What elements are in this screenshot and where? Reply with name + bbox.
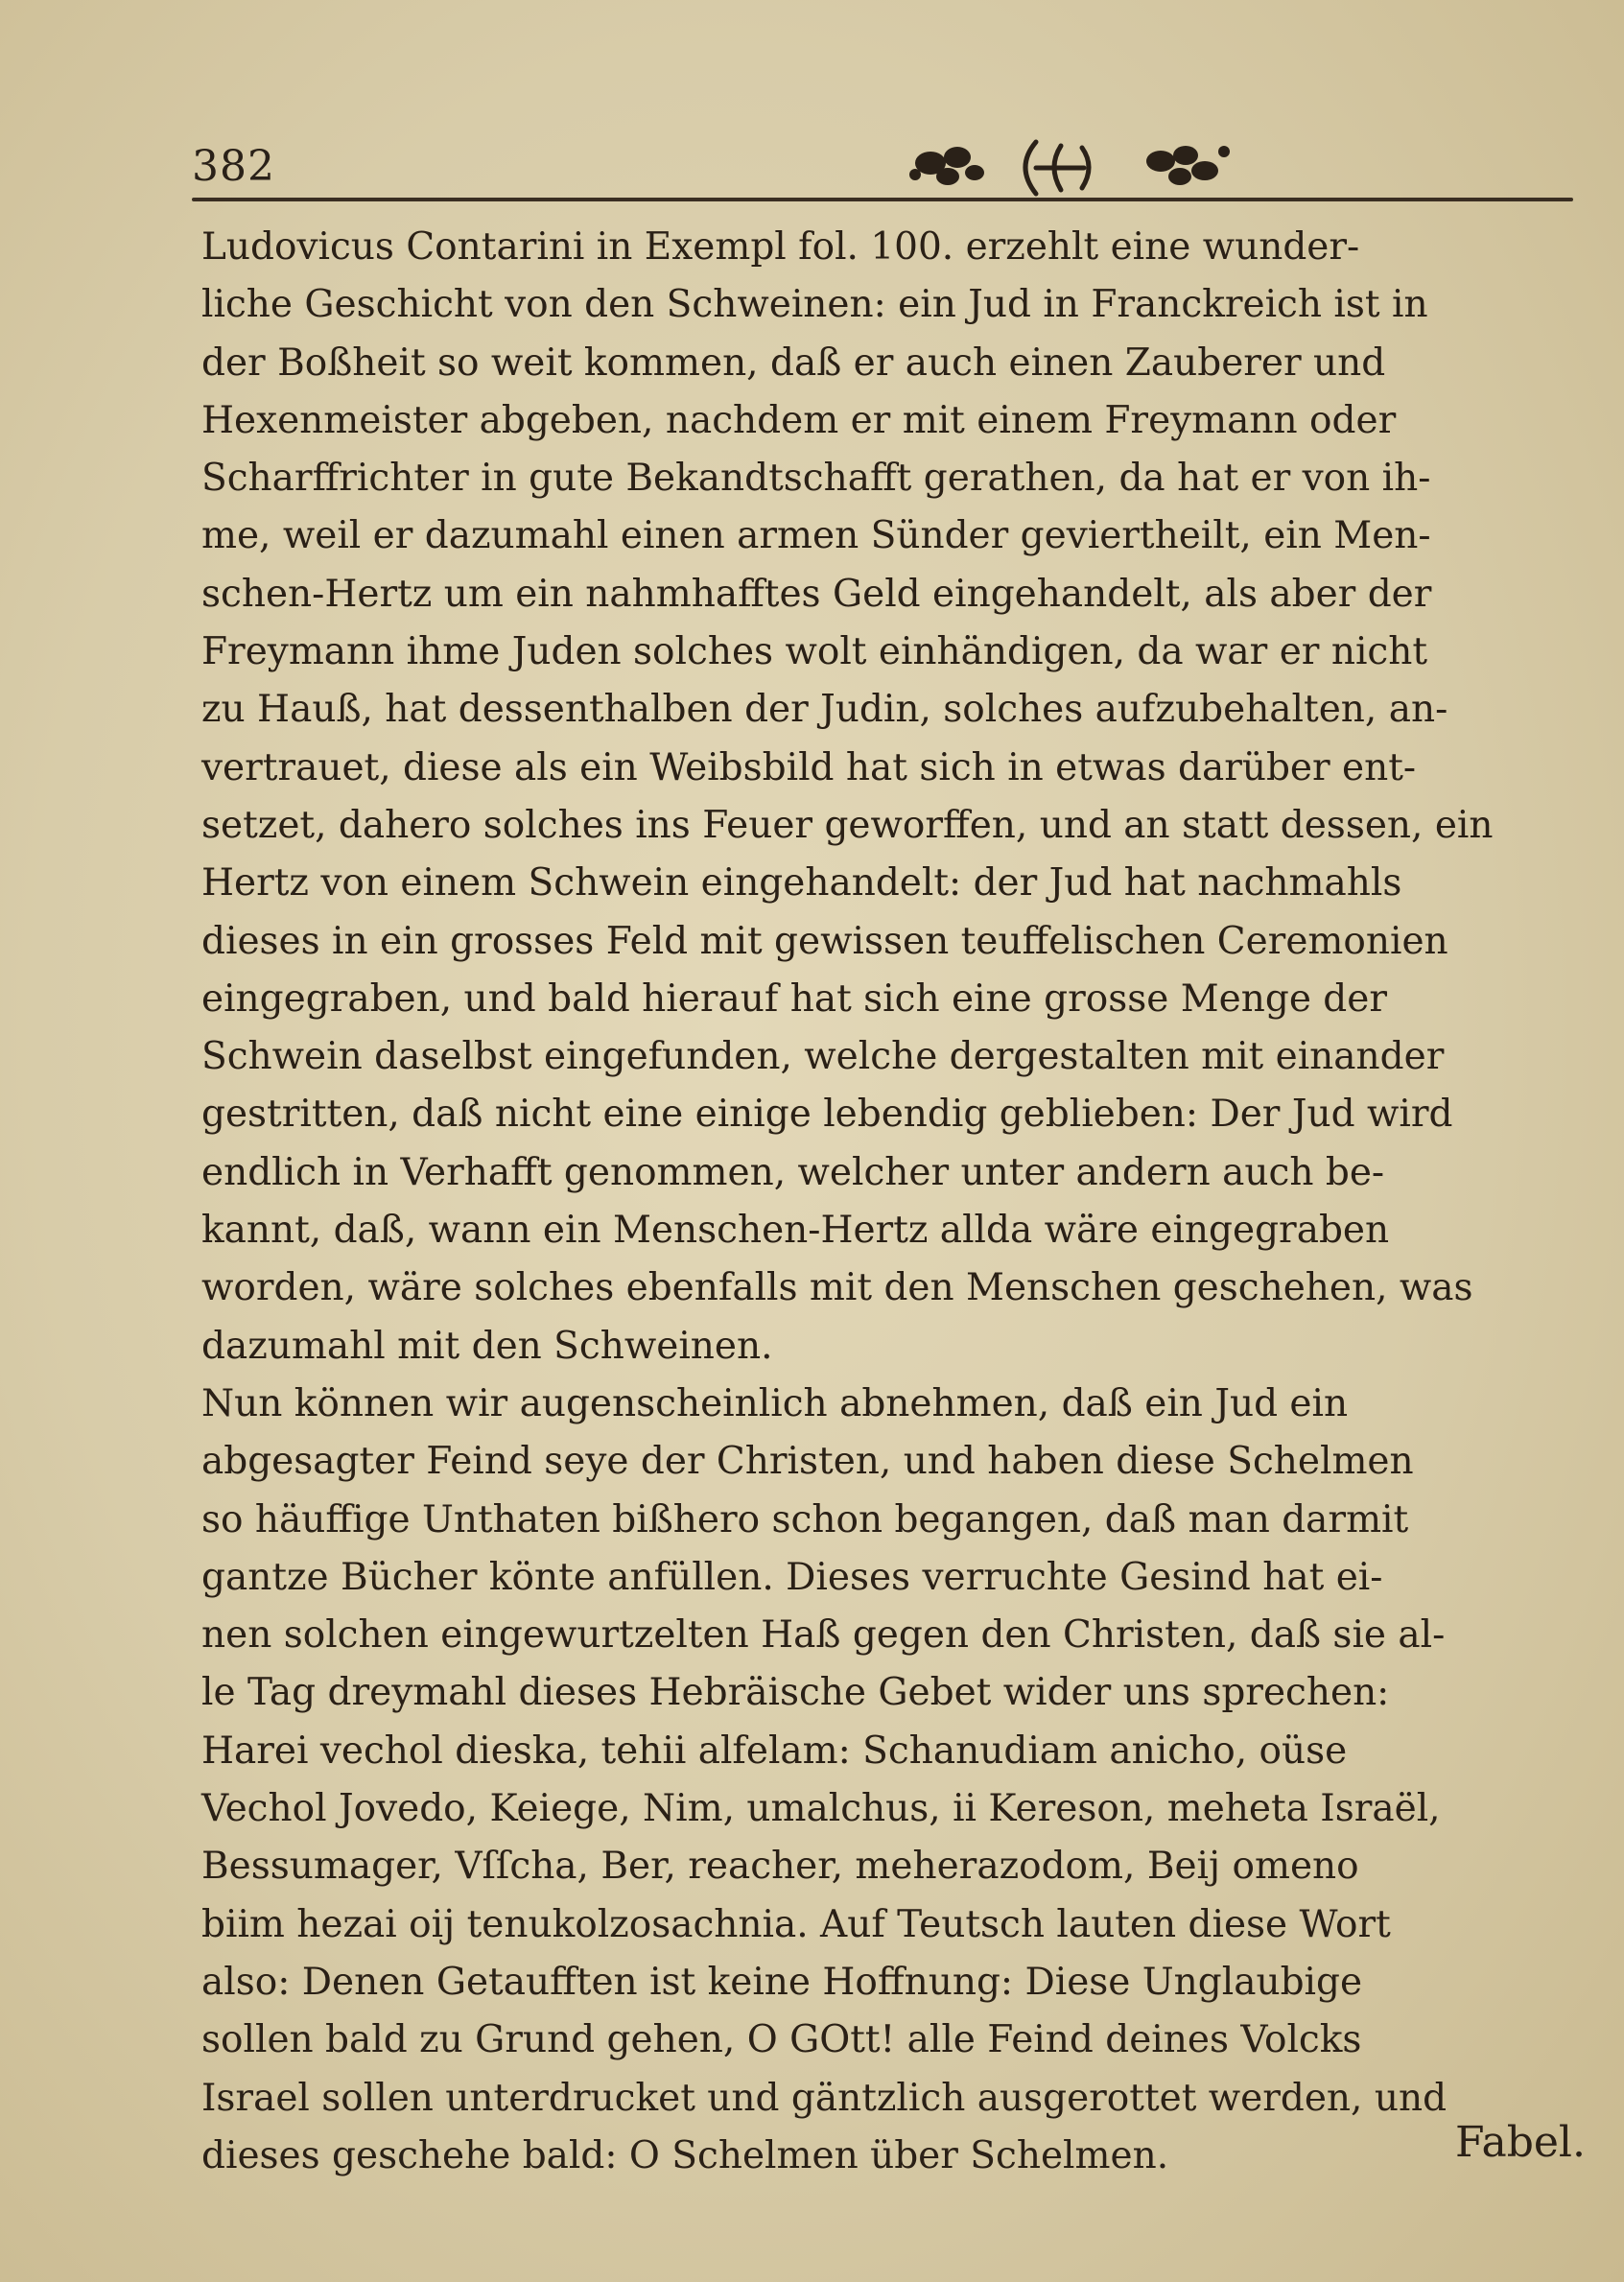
text-line: dieses in ein grosses Feld mit gewissen teuffelischen Ceremonien: [201, 919, 1448, 963]
text-line: eingegraben, und bald hierauf hat sich eine grosse Menge der: [201, 976, 1387, 1021]
header-rule: [192, 198, 1573, 201]
text-line: Vechol Jovedo, Keiege, Nim, umalchus, ii Kereson, meheta Israël,: [201, 1787, 1441, 1831]
page-header: [192, 134, 1573, 211]
text-line: Bessumager, Vſſcha, Ber, reacher, meherazodom, Beij omeno: [201, 1845, 1359, 1889]
text-line: worden, wäre solches ebenfalls mit den Menschen geschehen, was: [201, 1266, 1473, 1310]
text-line: also: Denen Getaufften ist keine Hoffnung: Diese Unglaubige: [201, 1960, 1363, 2004]
catchword: Fabel.: [1454, 2118, 1586, 2167]
text-line: Nun können wir augenscheinlich abnehmen, daß ein Jud ein: [201, 1381, 1349, 1425]
text-line: Schwein daselbst eingefunden, welche dergestalten mit einander: [201, 1035, 1445, 1079]
text-line: Scharffrichter in gute Bekandtschafft gerathen, da hat er von ih-: [201, 457, 1431, 501]
text-line: dieses geschehe bald: O Schelmen über Schelmen.: [201, 2133, 1169, 2177]
paragraph: [201, 219, 1583, 1376]
text-line: gantze Bücher könte anfüllen. Dieses verruchte Gesind hat ei-: [201, 1555, 1383, 1599]
text-line: setzet, dahero solches ins Feuer geworffen, und an statt dessen, ein: [201, 803, 1494, 847]
text-line: biim hezai oij tenukolzosachnia. Auf Teutsch lauten diese Wort: [201, 1902, 1391, 1946]
text-line: kannt, daß, wann ein Menschen-Hertz allda wäre eingegraben: [201, 1209, 1390, 1253]
text-line: Hertz von einem Schwein eingehandelt: der Jud hat nachmahls: [201, 861, 1402, 906]
text-line: Freymann ihme Juden solches wolt einhändigen, da war er nicht: [201, 630, 1428, 674]
paragraph: [201, 1376, 1583, 2185]
text-line: zu Hauß, hat dessenthalben der Judin, solches aufzubehalten, an-: [201, 688, 1448, 732]
text-line: der Boßheit so weit kommen, daß er auch einen Zauberer und: [201, 341, 1386, 385]
text-line: Harei vechol dieska, tehii alfelam: Schanudiam anicho, oüse: [201, 1729, 1348, 1773]
body-text: [201, 219, 1583, 2185]
text-line: gestritten, daß nicht eine einige lebendig geblieben: Der Jud wird: [201, 1093, 1453, 1137]
text-line: Israel sollen unterdrucket und gäntzlich ausgerottet werden, und: [201, 2076, 1447, 2120]
text-line: le Tag dreymahl dieses Hebräische Gebet wider uns sprechen:: [201, 1671, 1390, 1715]
text-line: liche Geschicht von den Schweinen: ein Jud in Franckreich ist in: [201, 283, 1428, 327]
text-line: dazumahl mit den Schweinen.: [201, 1324, 773, 1368]
text-line: Hexenmeister abgeben, nachdem er mit einem Freymann oder: [201, 398, 1397, 442]
text-line: Ludovicus Contarini in Exempl fol. 100. erzehlt eine wunder-: [201, 225, 1360, 269]
text-line: so häuffige Unthaten bißhero schon begangen, daß man darmit: [201, 1497, 1409, 1541]
page-number: 382: [192, 142, 275, 191]
text-line: schen-Hertz um ein nahmhafftes Geld eingehandelt, als aber der: [201, 572, 1432, 616]
text-line: nen solchen eingewurtzelten Haß gegen den Christen, daß sie al-: [201, 1613, 1446, 1658]
text-line: endlich in Verhafft genommen, welcher unter andern auch be-: [201, 1150, 1385, 1194]
text-line: me, weil er dazumahl einen armen Sünder geviertheilt, ein Men-: [201, 514, 1431, 558]
text-line: vertrauet, diese als ein Weibsbild hat sich in etwas darüber ent-: [201, 745, 1417, 789]
text-line: abgesagter Feind seye der Christen, und haben diese Schelmen: [201, 1440, 1414, 1484]
text-line: sollen bald zu Grund gehen, O GOtt! alle Feind deines Volcks: [201, 2018, 1362, 2062]
fleuron-ornament-icon: [892, 134, 1257, 201]
